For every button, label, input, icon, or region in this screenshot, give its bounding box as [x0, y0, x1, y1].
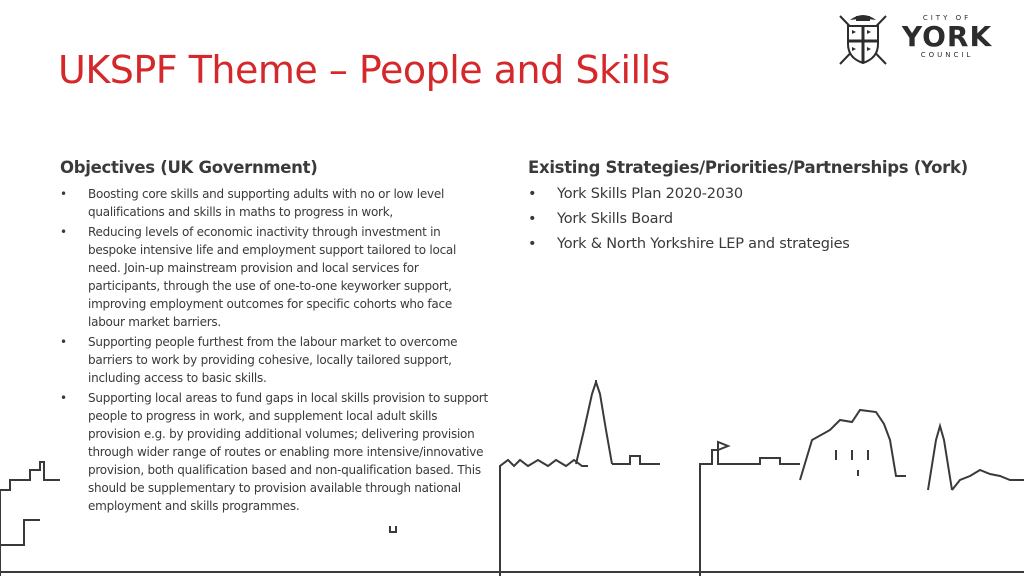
bullet: • — [60, 187, 67, 201]
list-item — [60, 333, 490, 387]
list-item-text: York & North Yorkshire LEP and strategies — [557, 236, 850, 252]
bullet: • — [60, 335, 67, 349]
york-skyline-illustration — [0, 380, 1024, 576]
logo-council: COUNCIL — [920, 51, 974, 59]
list-item — [60, 223, 490, 331]
list-item-text: Reducing levels of economic inactivity through investment in bespoke intensive life and employment support tailored to local need. Join-up mainstream provision and local services for participants, through the use of one-to-one keyworker support, improving employment outcomes for specific cohorts who face labour market barriers. — [88, 225, 457, 329]
strategies-list — [528, 185, 998, 254]
list-item-text: York Skills Plan 2020-2030 — [557, 186, 743, 202]
bullet: • — [60, 225, 67, 239]
strategies-heading: Existing Strategies/Priorities/Partnerships (York) — [528, 158, 968, 177]
list-item — [528, 210, 998, 229]
list-item-text: York Skills Board — [557, 211, 673, 227]
bullet: • — [528, 211, 537, 227]
list-item-text: Boosting core skills and supporting adults with no or low level qualifications and skills in maths to progress in work, — [88, 187, 445, 219]
logo-city-of: CITY OF — [922, 14, 972, 22]
bullet: • — [60, 391, 67, 405]
bullet: • — [528, 236, 537, 252]
logo-wordmark — [892, 14, 1002, 60]
objectives-heading: Objectives (UK Government) — [60, 158, 318, 177]
logo-york: YORK — [901, 20, 993, 53]
bullet: • — [528, 186, 537, 202]
list-item — [60, 185, 490, 221]
list-item-text: Supporting local areas to fund gaps in local skills provision to support people to progress in work, and supplement local adult skills provision e.g. by providing additional volumes; delivering provision through wider range of routes or enabling more intensive/innovative provision, both qualification based and non-qualification based. This should be supplementary to provision available through national employment and skills programmes. — [88, 391, 488, 513]
list-item — [528, 235, 998, 254]
list-item — [528, 185, 998, 204]
strategies-column — [528, 158, 998, 260]
page-title: UKSPF Theme – People and Skills — [58, 48, 670, 92]
list-item-text: Supporting people furthest from the labour market to overcome barriers to work by providing cohesive, locally tailored support, including access to basic skills. — [88, 335, 458, 385]
